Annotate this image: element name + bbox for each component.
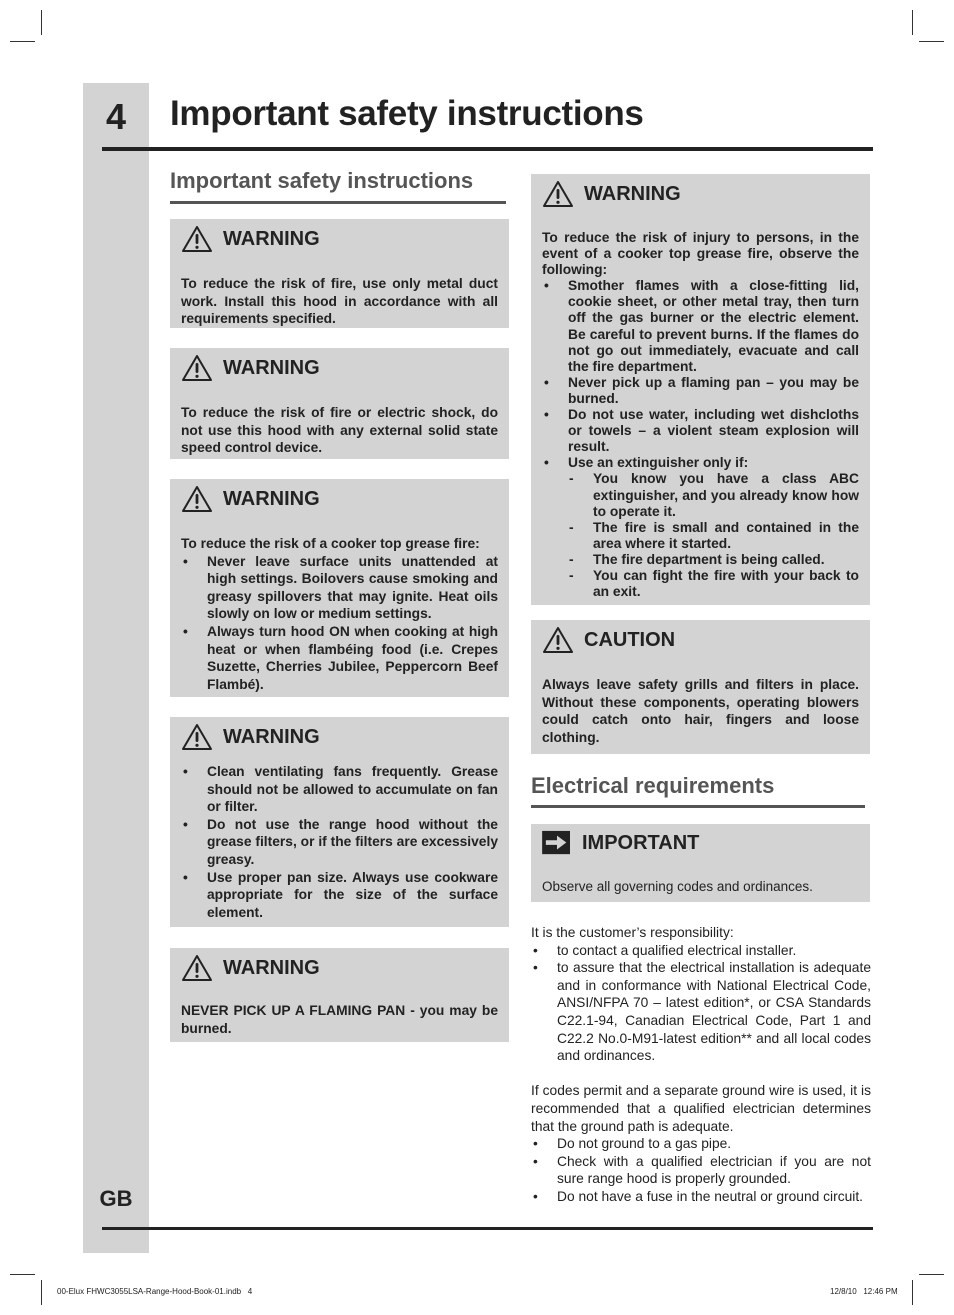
warning-intro: To reduce the risk of injury to persons, in the event of a cooker top grease fire, observe the following: (542, 230, 859, 278)
caution-box (531, 620, 870, 754)
electrical-intro: It is the customer’s responsibility: (531, 925, 734, 940)
caution-text: Always leave safety grills and filters in place. Without these components, operating blowers could catch onto hair, fingers and loose clothing. (542, 677, 859, 745)
section-rule (531, 805, 865, 808)
list-item: • Check with a qualified electrician if you are not sure range hood is properly grounded. (531, 1153, 871, 1188)
warning-triangle-icon (181, 723, 213, 751)
warning-text: To reduce the risk of fire, use only metal duct work. Install this hood in accordance with all requirements specified. (181, 276, 498, 327)
warning-label: WARNING (223, 356, 320, 379)
list-item: • Do not have a fuse in the neutral or ground circuit. (531, 1188, 871, 1206)
section-heading-electrical: Electrical requirements (531, 773, 775, 798)
list-item-text: Use an extinguisher only if: (568, 455, 749, 471)
crop-mark (912, 10, 913, 35)
sub-list-item: - The fire department is being called. (568, 552, 859, 568)
list-item: • Never leave surface units unattended at high settings. Boilovers cause smoking and greasy spillovers that may ignite. Heat oils slowly on low or medium settings. (181, 553, 498, 623)
chapter-number: 4 (105, 96, 127, 137)
title-rule (102, 147, 873, 151)
list-item: • Do not use water, including wet dishcloths or towels – a violent steam explosion will result. (542, 407, 859, 455)
footer-filename: 00-Elux FHWC3055LSA-Range-Hood-Book-01.indb 4 (57, 1287, 253, 1296)
electrical-requirements-text (531, 924, 871, 1206)
list-item: • Do not ground to a gas pipe. (531, 1135, 871, 1153)
warning-box-flaming-pan (170, 948, 509, 1042)
warning-triangle-icon (181, 225, 213, 253)
warning-triangle-icon (542, 180, 574, 208)
section-heading-safety: Important safety instructions (170, 168, 474, 193)
list-item: • to assure that the electrical installation is adequate and in conformance with National Electrical Code, ANSI/NFPA 70 – latest edition*, or CSA Standards C22.1-94, Canadian Electrical Code, Part 1 and C22.2 No.0-M91-latest edition** and all local codes and ordinances. (531, 959, 871, 1065)
important-text: Observe all governing codes and ordinances. (542, 879, 813, 894)
list-item: • Never pick up a flaming pan – you may be burned. (542, 375, 859, 407)
warning-box-grease-fire (170, 479, 509, 697)
crop-mark (919, 41, 944, 42)
list-item: • Clean ventilating fans frequently. Grease should not be allowed to accumulate on fan or filter. (181, 763, 498, 816)
warning-label: WARNING (223, 725, 320, 748)
warning-triangle-icon (181, 354, 213, 382)
page-title: Important safety instructions (170, 94, 644, 133)
warning-box-ventilating-fans (170, 717, 509, 927)
crop-mark (41, 10, 42, 35)
warning-triangle-icon (181, 485, 213, 513)
important-box (531, 824, 870, 902)
warning-triangle-icon (542, 626, 574, 654)
warning-intro: To reduce the risk of a cooker top grease fire: (181, 536, 480, 551)
arrow-right-icon (542, 830, 572, 856)
list-item: • Do not use the range hood without the grease filters, or if the filters are excessively greasy. (181, 816, 498, 869)
warning-text: To reduce the risk of fire or electric shock, do not use this hood with any external solid state speed control device. (181, 405, 498, 456)
list-item: • to contact a qualified electrical installer. (531, 942, 871, 960)
crop-mark (919, 1274, 944, 1275)
ground-paragraph: If codes permit and a separate ground wire is used, it is recommended that a qualified electrician determines that the ground path is adequate. (531, 1083, 871, 1134)
sub-list-item: - You can fight the fire with your back to an exit. (568, 568, 859, 600)
sub-list-item: - You know you have a class ABC extinguisher, and you already know how to operate it. (568, 471, 859, 519)
crop-mark (41, 1280, 42, 1305)
bottom-rule (102, 1227, 873, 1230)
warning-box-injury (531, 174, 870, 605)
section-rule (170, 201, 506, 204)
list-item (542, 455, 859, 600)
warning-label: WARNING (223, 487, 320, 510)
warning-label: WARNING (223, 956, 320, 979)
crop-mark (10, 41, 35, 42)
list-item: • Smother flames with a close-fitting lid, cookie sheet, or other metal tray, then turn off the gas burner or the electric element. Be careful to prevent burns. If the flames do not go out immediately, evacuate and call the fire department. (542, 278, 859, 375)
warning-box-metal-duct (170, 219, 509, 328)
crop-mark (912, 1280, 913, 1305)
warning-label: WARNING (584, 182, 681, 205)
footer-datetime: 12/8/10 12:46 PM (830, 1287, 898, 1296)
warning-box-electric-shock (170, 348, 509, 459)
language-tab: GB (99, 1186, 133, 1211)
side-gutter (83, 83, 149, 1253)
warning-triangle-icon (181, 954, 213, 982)
important-label: IMPORTANT (582, 831, 700, 854)
caution-label: CAUTION (584, 628, 676, 651)
crop-mark (10, 1274, 35, 1275)
sub-list-item: - The fire is small and contained in the area where it started. (568, 520, 859, 552)
list-item: • Always turn hood ON when cooking at high heat or when flambéing food (i.e. Crepes Suzette, Cherries Jubilee, Peppercorn Beef Flambé). (181, 623, 498, 693)
warning-label: WARNING (223, 227, 320, 250)
list-item: • Use proper pan size. Always use cookware appropriate for the size of the surface element. (181, 869, 498, 922)
warning-text: NEVER PICK UP A FLAMING PAN - you may be burned. (181, 1003, 498, 1036)
